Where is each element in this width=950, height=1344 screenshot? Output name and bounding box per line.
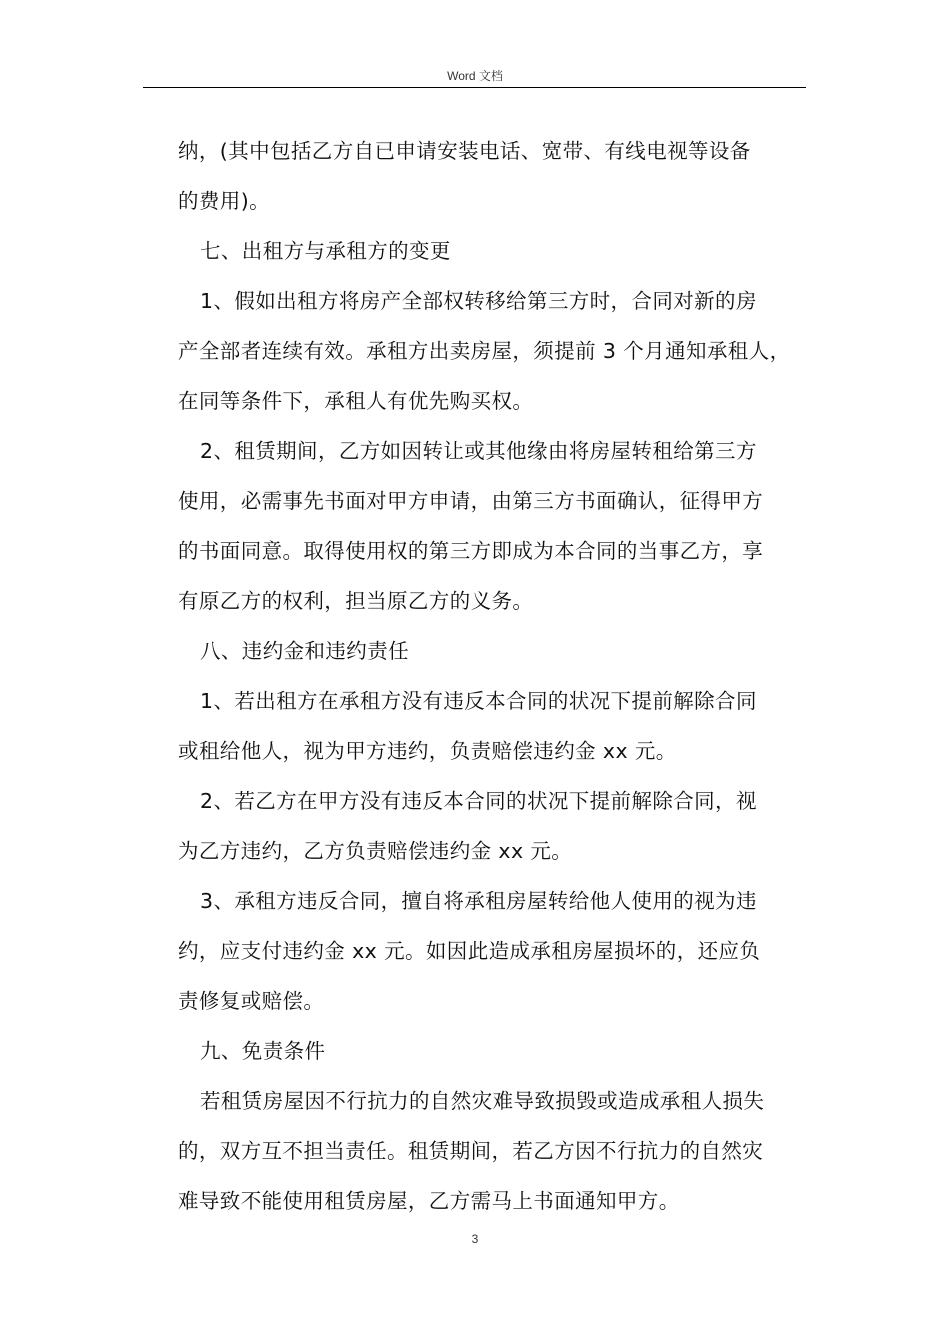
page-number: 3 (471, 1232, 479, 1246)
text-line: 2、租赁期间，乙方如因转让或其他缘由将房屋转租给第三方 (200, 439, 757, 463)
text-line: 有原乙方的权利，担当原乙方的义务。 (178, 589, 534, 613)
text-line: 的，双方互不担当责任。租赁期间，若乙方因不行抗力的自然灾 (178, 1139, 764, 1163)
text-line: 1、假如出租方将房产全部权转移给第三方时，合同对新的房 (200, 289, 757, 313)
document-body (178, 126, 810, 1226)
text-line: 纳，(其中包括乙方自已申请安装电话、宽带、有线电视等设备 (178, 139, 751, 163)
text-line: 1、若出租方在承租方没有违反本合同的状况下提前解除合同 (200, 689, 757, 713)
text-line: 的书面同意。取得使用权的第三方即成为本合同的当事乙方，享 (178, 539, 764, 563)
text-line: 若租赁房屋因不行抗力的自然灾难导致损毁或造成承租人损失 (200, 1089, 765, 1113)
text-line: 责修复或赔偿。 (178, 989, 325, 1013)
header-divider (143, 87, 806, 88)
section-heading: 七、出租方与承租方的变更 (200, 239, 451, 263)
section-heading: 八、违约金和违约责任 (200, 639, 409, 663)
text-line: 为乙方违约，乙方负责赔偿违约金 xx 元。 (178, 839, 573, 863)
text-line: 约，应支付违约金 xx 元。如因此造成承租房屋损坏的，还应负 (178, 939, 761, 963)
text-line: 的费用)。 (178, 189, 270, 213)
text-line: 3、承租方违反合同，擅自将承租房屋转给他人使用的视为违 (200, 889, 757, 913)
text-line: 或租给他人，视为甲方违约，负责赔偿违约金 xx 元。 (178, 739, 677, 763)
text-line: 难导致不能使用租赁房屋，乙方需马上书面通知甲方。 (178, 1189, 680, 1213)
section-heading: 九、免责条件 (200, 1039, 326, 1063)
text-line: 2、若乙方在甲方没有违反本合同的状况下提前解除合同，视 (200, 789, 757, 813)
text-line: 使用，必需事先书面对甲方申请，由第三方书面确认，征得甲方 (178, 489, 764, 513)
text-line: 在同等条件下，承租人有优先购买权。 (178, 389, 534, 413)
text-line: 产全部者连续有效。承租方出卖房屋，须提前 3 个月通知承租人， (178, 339, 791, 363)
page-header-title: Word 文档 (447, 69, 503, 83)
